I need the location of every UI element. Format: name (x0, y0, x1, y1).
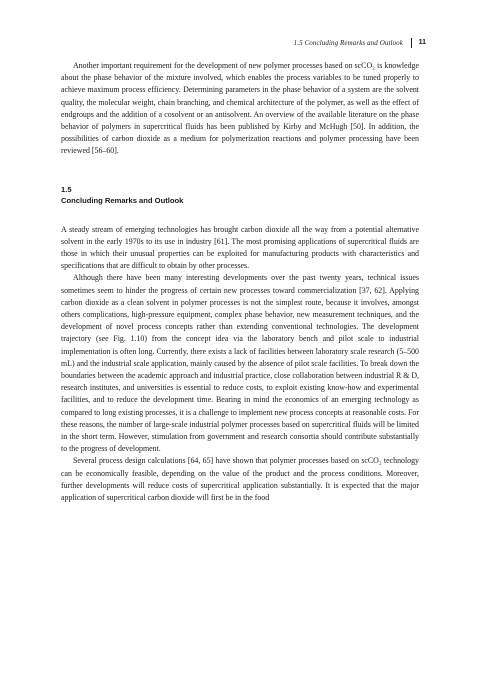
page-number: 11 (418, 39, 426, 46)
paragraph: Another important requirement for the development of new polymer processes based on scCO₂ is knowledge about the phase behavior of the mixture involved, which enables the process variables to be tuned properly to achieve maximum process efficiency. Determining parameters in the phase behavior of a system are the solvent quality, the molecular weight, chain branching, and chemical architecture of the polymer, as well as the effect of endgroups and the addition of a cosolvent or an antisolvent. An overview of the available literature on the phase behavior of polymers in supercritical fluids has been published by Kirby and McHugh [50]. In addition, the possibilities of carbon dioxide as a medium for polymerization reactions and polymer processing have been reviewed [56–60]. (61, 61, 419, 156)
paragraph: Although there have been many interesting developments over the past twenty years, technical issues sometimes seem to hinder the progress of certain new processes toward commercialization [37, 62]. Applying carbon dioxide as a clean solvent in polymer processes is not the simplest route, because it involves, amongst others complications, high-pressure equipment, complex phase behavior, new measurement techniques, and the development of novel process concepts rather than extending conventional technologies. The development trajectory (see Fig. 1.10) from the concept idea via the laboratory bench and pilot scale to industrial implementation is often long. Currently, there exists a lack of facilities between laboratory scale research (5–500 mL) and the industrial scale application, mainly caused by the absence of pilot scale facilities. To break down the boundaries between the academic approach and industrial practice, close collaboration between industrial R & D, research institutes, and universities is essential to reduce costs, to exploit existing know-how and experimental facilities, and to reduce the development time. Bearing in mind the economics of an emerging technology as compared to long existing processes, it is a challenge to implement new process concepts at reasonable costs. For these reasons, the number of large-scale industrial polymer processes based on supercritical fluids will be limited in the short term. However, stimulation from government and research consortia should contribute substantially to the progress of development. (61, 273, 420, 454)
section-title: Concluding Remarks and Outlook (61, 195, 184, 205)
running-header: 1.5 Concluding Remarks and Outlook (294, 38, 412, 48)
body-text (61, 60, 419, 504)
section-heading (61, 184, 419, 206)
section-number: 1.5 (61, 184, 72, 194)
paragraph: Several process design calculations [64, 65] have shown that polymer processes based on scCO₂ technology can be economically feasible, depending on the value of the product and the process conditions. Moreover, further developments will reduce costs of supercritical application substantially. It is expected that the major application of supercritical carbon dioxide will first be in the food (61, 456, 419, 503)
paragraph: A steady stream of emerging technologies has brought carbon dioxide all the way from a potential alternative solvent in the early 1970s to its use in industry [61]. The most promising applications of supercritical fluids are those in which their unusual properties can be exploited for manufacturing products with characteristics and specifications that are difficult to obtain by other processes. (61, 224, 419, 271)
